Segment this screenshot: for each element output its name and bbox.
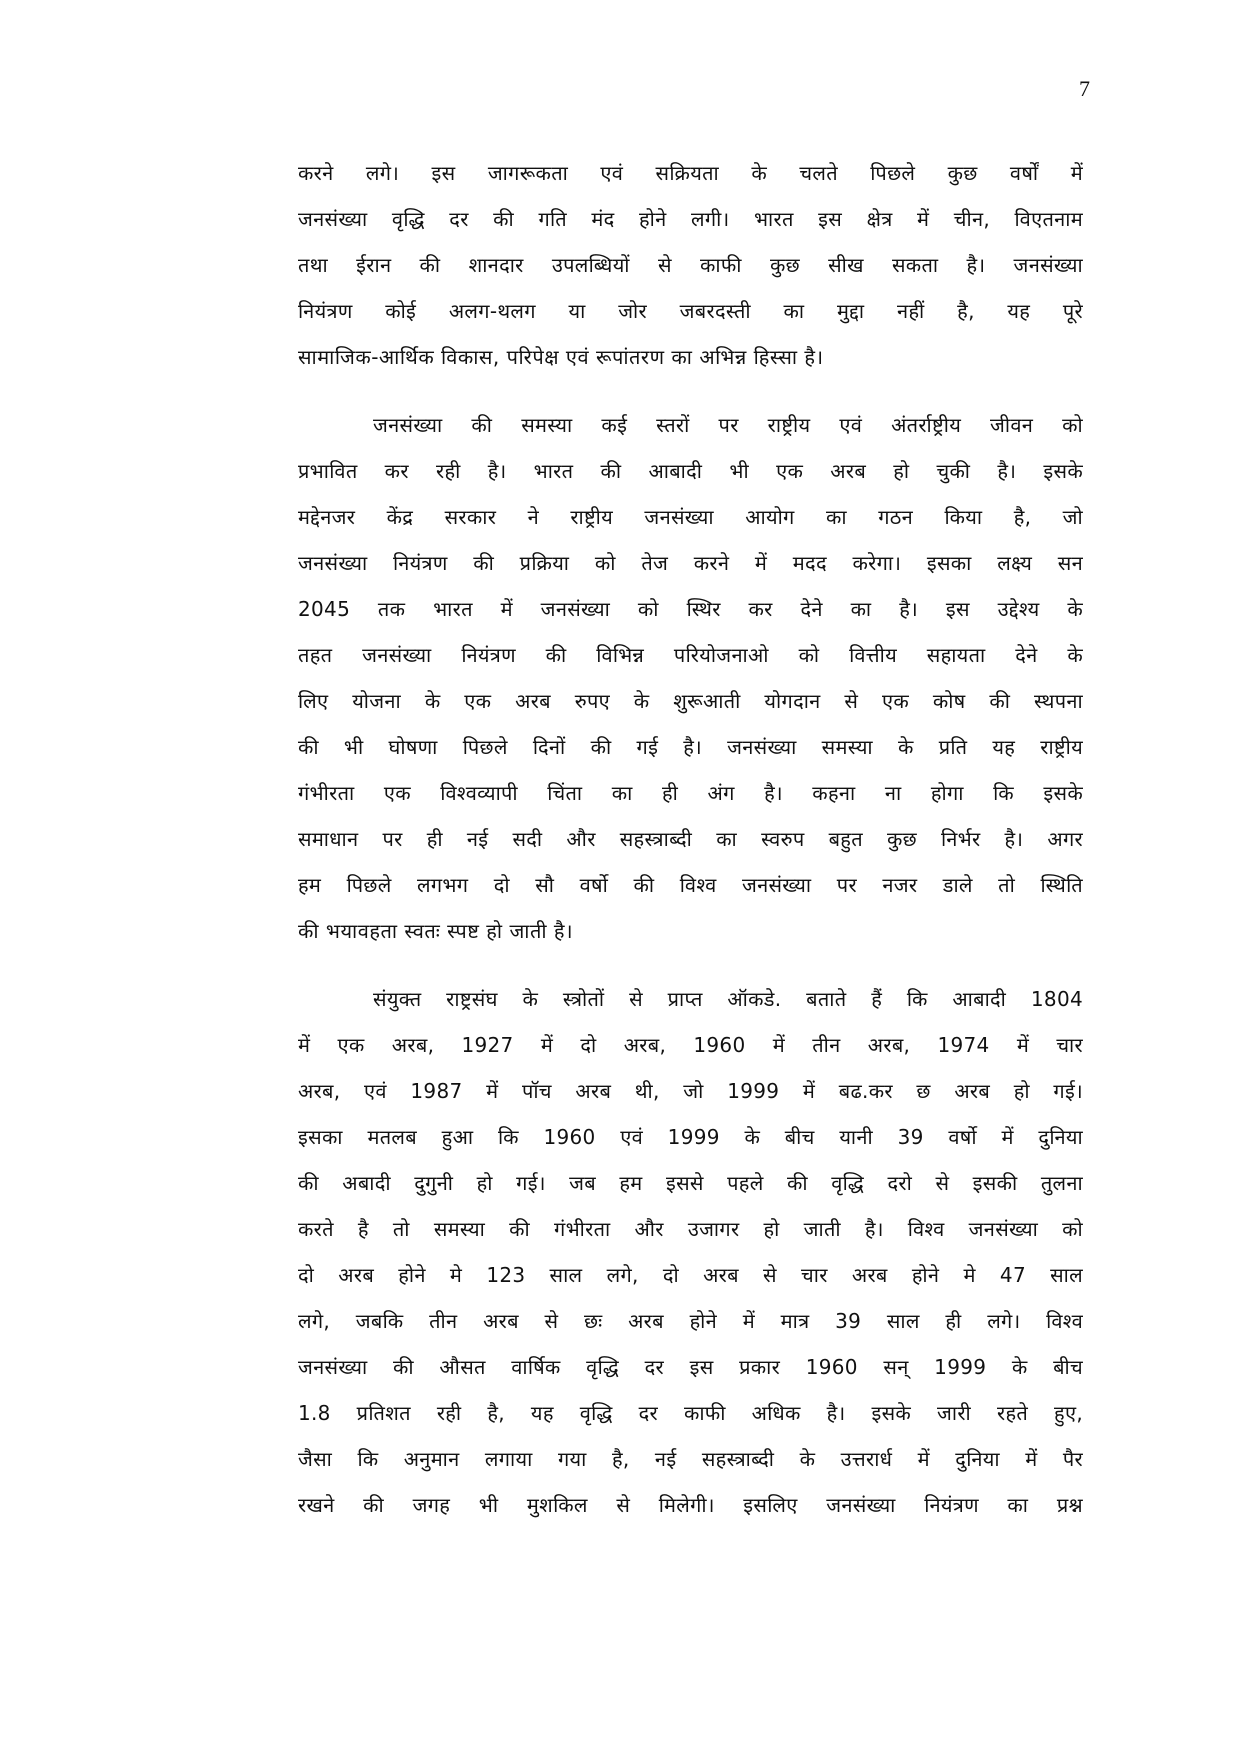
text-line: इसका मतलब हुआ कि 1960 एवं 1999 के बीच यानी 39 वर्षो में दुनिया [298, 1125, 1083, 1149]
text-line: लिए योजना के एक अरब रुपए के शुरूआती योगदान से एक कोष की स्थपना [298, 689, 1083, 713]
text-line: जनसंख्या की औसत वार्षिक वृद्धि दर इस प्रकार 1960 सन् 1999 के बीच [298, 1355, 1083, 1379]
text-line: समाधान पर ही नई सदी और सहस्त्राब्दी का स्वरुप बहुत कुछ निर्भर है। अगर [298, 827, 1083, 851]
text-line: 1.8 प्रतिशत रही है, यह वृद्धि दर काफी अधिक है। इसके जारी रहते हुए, [298, 1401, 1083, 1425]
document-body [298, 150, 1083, 1528]
text-line: तथा ईरान की शानदार उपलब्धियों से काफी कुछ सीख सकता है। जनसंख्या [298, 253, 1083, 277]
text-line: में एक अरब, 1927 में दो अरब, 1960 में तीन अरब, 1974 में चार [298, 1033, 1083, 1057]
text-line: जनसंख्या की समस्या कई स्तरों पर राष्ट्रीय एवं अंतर्राष्ट्रीय जीवन को [373, 413, 1083, 437]
text-line: करने लगे। इस जागरूकता एवं सक्रियता के चलते पिछले कुछ वर्षों में [298, 161, 1083, 185]
text-line: जनसंख्या नियंत्रण की प्रक्रिया को तेज करने में मदद करेगा। इसका लक्ष्य सन [298, 551, 1083, 575]
text-line: 2045 तक भारत में जनसंख्या को स्थिर कर देने का है। इस उद्देश्य के [298, 597, 1083, 621]
text-line: प्रभावित कर रही है। भारत की आबादी भी एक अरब हो चुकी है। इसके [298, 459, 1083, 483]
text-line: संयुक्त राष्ट्रसंघ के स्त्रोतों से प्राप्त ऑकडे. बताते हैं कि आबादी 1804 [373, 987, 1083, 1011]
text-line: मद्देनजर केंद्र सरकार ने राष्ट्रीय जनसंख्या आयोग का गठन किया है, जो [298, 505, 1083, 529]
text-line: तहत जनसंख्या नियंत्रण की विभिन्न परियोजनाओ को वित्तीय सहायता देने के [298, 643, 1083, 667]
page-number: 7 [1079, 76, 1090, 101]
text-line: सामाजिक-आर्थिक विकास, परिपेक्ष एवं रूपांतरण का अभिन्न हिस्सा है। [298, 345, 824, 369]
text-line: की भयावहता स्वतः स्पष्ट हो जाती है। [298, 919, 574, 943]
text-line: जैसा कि अनुमान लगाया गया है, नई सहस्त्राब्दी के उत्तरार्ध में दुनिया में पैर [298, 1447, 1083, 1471]
text-line: दो अरब होने मे 123 साल लगे, दो अरब से चार अरब होने मे 47 साल [298, 1263, 1083, 1287]
paragraph-1 [298, 150, 1083, 380]
text-line: की अबादी दुगुनी हो गई। जब हम इससे पहले की वृद्धि दरो से इसकी तुलना [298, 1171, 1083, 1195]
text-line: गंभीरता एक विश्वव्यापी चिंता का ही अंग है। कहना ना होगा कि इसके [298, 781, 1083, 805]
text-line: अरब, एवं 1987 में पॉच अरब थी, जो 1999 में बढ.कर छ अरब हो गई। [298, 1079, 1083, 1103]
text-line: रखने की जगह भी मुशकिल से मिलेगी। इसलिए जनसंख्या नियंत्रण का प्रश्न [298, 1493, 1083, 1517]
text-line: नियंत्रण कोई अलग-थलग या जोर जबरदस्ती का मुद्दा नहीं है, यह पूरे [298, 299, 1083, 323]
text-line: करते है तो समस्या की गंभीरता और उजागर हो जाती है। विश्व जनसंख्या को [298, 1217, 1083, 1241]
paragraph-3 [298, 976, 1083, 1528]
text-line: जनसंख्या वृद्धि दर की गति मंद होने लगी। भारत इस क्षेत्र में चीन, विएतनाम [298, 207, 1083, 231]
text-line: की भी घोषणा पिछले दिनों की गई है। जनसंख्या समस्या के प्रति यह राष्ट्रीय [298, 735, 1083, 759]
text-line: हम पिछले लगभग दो सौ वर्षो की विश्व जनसंख्या पर नजर डाले तो स्थिति [298, 873, 1083, 897]
paragraph-2 [298, 402, 1083, 954]
text-line: लगे, जबकि तीन अरब से छः अरब होने में मात्र 39 साल ही लगे। विश्व [298, 1309, 1083, 1333]
